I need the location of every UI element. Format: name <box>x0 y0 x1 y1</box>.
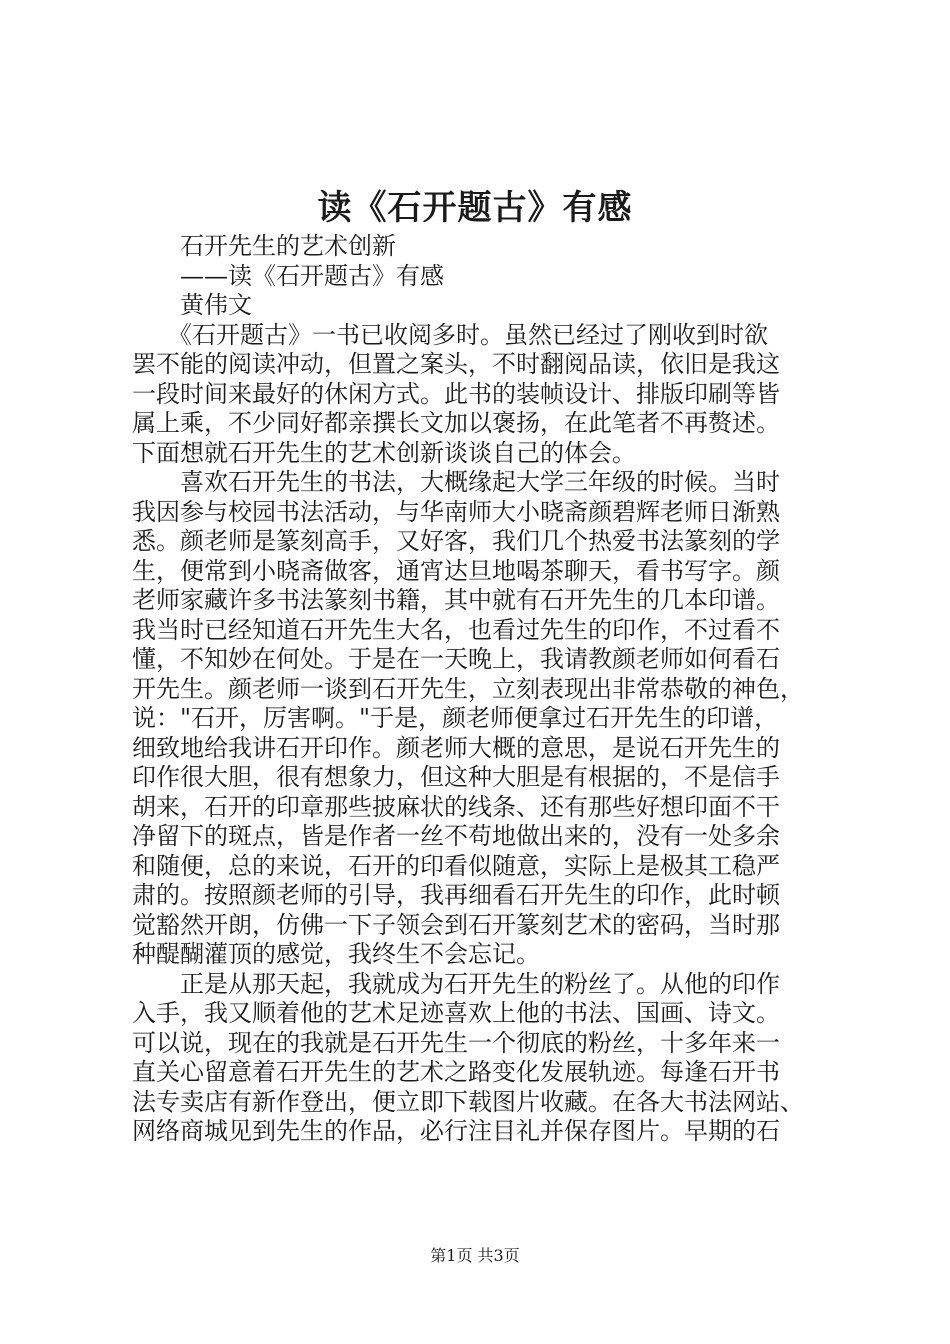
document-title: 读《石开题古》有感 <box>317 188 633 228</box>
body-line: 法专卖店有新作登出，便立即下载图片收藏。在各大书法网站、 <box>132 1087 804 1116</box>
body-line: 一段时间来最好的休闲方式。此书的装帧设计、排版印刷等皆 <box>132 379 780 408</box>
body-line: 老师家藏许多书法篆刻书籍，其中就有石开先生的几本印谱。 <box>132 586 780 614</box>
body-line: 正是从那天起，我就成为石开先生的粉丝了。从他的印作 <box>132 969 780 998</box>
body-line: 觉豁然开朗，仿佛一下子领会到石开篆刻艺术的密码，当时那 <box>132 910 780 939</box>
body-line: 可以说，现在的我就是石开先生一个彻底的粉丝，十多年来一 <box>132 1028 780 1057</box>
body-line: 生，便常到小晓斋做客，通宵达旦地喝茶聊天，看书写字。颜 <box>132 556 780 585</box>
body-paragraphs <box>132 321 832 1147</box>
body-line: 和随便，总的来说，石开的印看似随意，实际上是极其工稳严 <box>132 851 780 880</box>
body-line: 我当时已经知道石开先生大名，也看过先生的印作，不过看不 <box>132 615 780 644</box>
body-line: 网络商城见到先生的作品，必行注目礼并保存图片。早期的石 <box>132 1117 780 1145</box>
body-line: 细致地给我讲石开印作。颜老师大概的意思，是说石开先生的 <box>132 733 780 762</box>
body-line: 净留下的斑点，皆是作者一丝不苟地做出来的，没有一处多余 <box>132 822 780 850</box>
author-line: 黄伟文 <box>180 291 252 319</box>
body-line: 我因参与校园书法活动，与华南师大小晓斋颜碧辉老师日渐熟 <box>132 497 780 526</box>
body-line: 印作很大胆，很有想象力，但这种大胆是有根据的，不是信手 <box>132 763 780 791</box>
subtitle-line: ——读《石开题古》有感 <box>180 261 444 290</box>
body-line: 悉。颜老师是篆刻高手，又好客，我们几个热爱书法篆刻的学 <box>132 527 780 555</box>
body-line: 肃的。按照颜老师的引导，我再细看石开先生的印作，此时顿 <box>132 881 780 909</box>
body-line: 《石开题古》一书已收阅多时。虽然已经过了刚收到时欲 <box>132 320 768 349</box>
document-body <box>132 232 832 1147</box>
body-line: 下面想就石开先生的艺术创新谈谈自己的体会。 <box>132 438 636 467</box>
body-line: 罢不能的阅读冲动，但置之案头，不时翻阅品读，依旧是我这 <box>132 350 780 378</box>
body-line: 入手，我又顺着他的艺术足迹喜欢上他的书法、国画、诗文。 <box>132 999 780 1027</box>
body-line: 胡来，石开的印章那些披麻状的线条、还有那些好想印面不干 <box>132 792 780 821</box>
body-line: 懂，不知妙在何处。于是在一天晚上，我请教颜老师如何看石 <box>132 645 780 673</box>
body-line: 直关心留意着石开先生的艺术之路变化发展轨迹。每逢石开书 <box>132 1058 780 1086</box>
body-line: 喜欢石开先生的书法，大概缘起大学三年级的时候。当时 <box>132 468 780 496</box>
body-line: 种醍醐灌顶的感觉，我终生不会忘记。 <box>132 940 540 968</box>
body-line: 说："石开，厉害啊。"于是，颜老师便拿过石开先生的印谱， <box>132 704 779 732</box>
page-footer: 第1页 共3页 <box>430 1246 520 1265</box>
body-line: 属上乘，不少同好都亲撰长文加以褒扬，在此笔者不再赘述。 <box>132 409 780 437</box>
body-line: 开先生。颜老师一谈到石开先生，立刻表现出非常恭敬的神色， <box>132 674 804 703</box>
subtitle-line: 石开先生的艺术创新 <box>180 232 396 260</box>
